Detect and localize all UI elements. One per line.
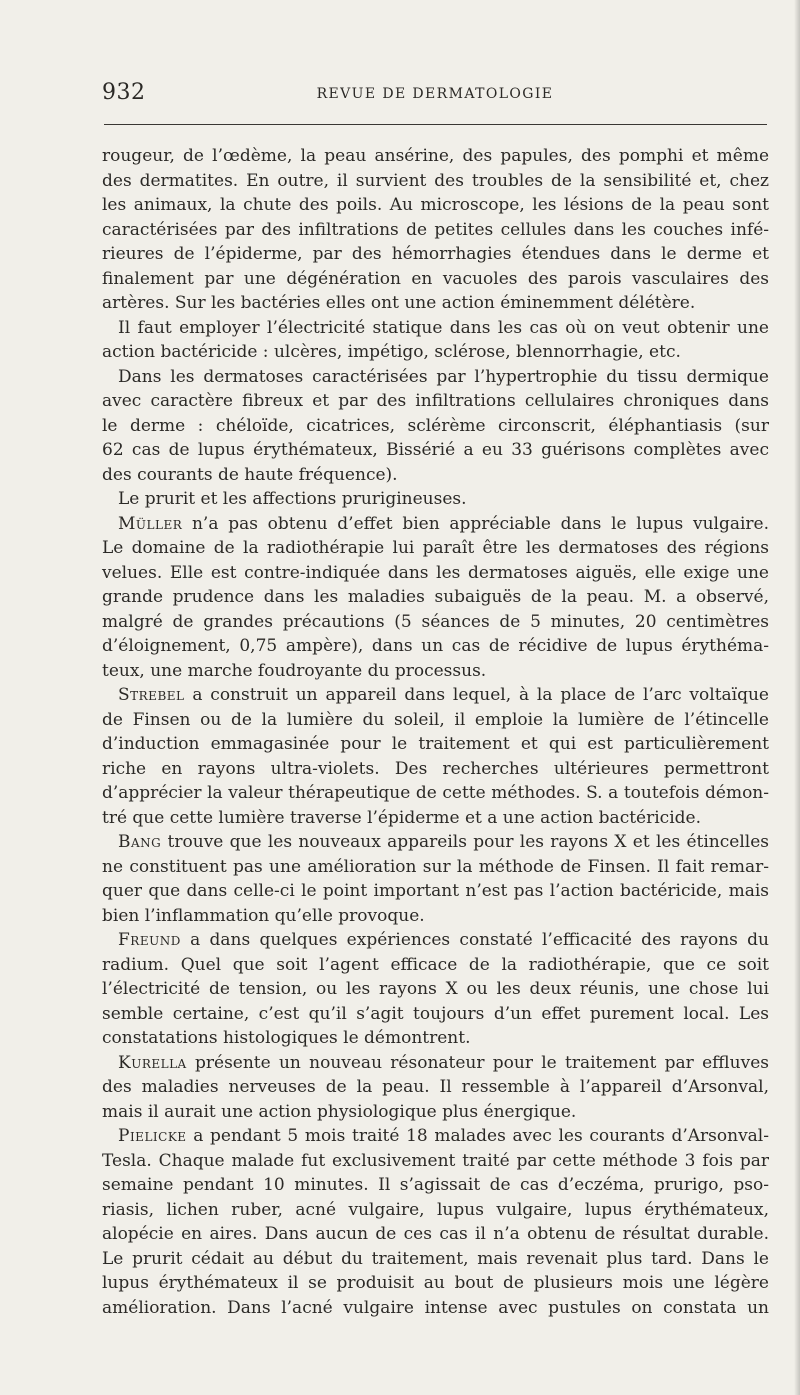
author-name: Freund — [118, 930, 181, 950]
body-text — [102, 144, 769, 1320]
line-text: d’éloignement, 0,75 ampère), dans un cas de récidive de lupus érythéma- — [102, 636, 769, 656]
line-text: teux, une marche foudroyante du processus. — [102, 660, 487, 681]
line-text: le derme : chéloïde, cicatrices, sclérème circonscrit, éléphantiasis (sur — [102, 415, 769, 436]
text-line — [102, 1124, 769, 1149]
line-text: velues. Elle est contre-indiquée dans les dermatoses aiguës, elle exige une — [102, 562, 769, 583]
author-name: Strebel — [118, 685, 185, 705]
line-text: action bactéricide : ulcères, impétigo, sclérose, blennorrhagie, etc. — [102, 342, 681, 362]
text-line — [102, 438, 769, 463]
text-line — [102, 1173, 769, 1198]
author-name: Müller — [118, 513, 183, 534]
text-line — [102, 1075, 769, 1100]
line-text: 62 cas de lupus érythémateux, Bissérié a eu 33 guérisons complètes avec — [102, 440, 769, 460]
text-line — [102, 169, 769, 194]
text-line — [102, 512, 769, 537]
text-line — [102, 904, 769, 929]
page-header — [102, 80, 768, 110]
text-line — [102, 610, 769, 635]
text-line — [102, 659, 769, 684]
text-line — [102, 708, 769, 733]
text-line — [102, 1247, 769, 1272]
line-text: riasis, lichen ruber, acné vulgaire, lupus vulgaire, lupus érythémateux, — [102, 1199, 769, 1220]
text-line — [102, 1026, 769, 1051]
text-line — [102, 1271, 769, 1296]
line-text: des dermatites. En outre, il survient des troubles de la sensibilité et, chez — [102, 170, 769, 191]
author-name: Pielicke — [118, 1126, 187, 1146]
line-text: d’induction emmagasinée pour le traitement et qui est particulièrement — [102, 734, 769, 754]
text-line — [102, 953, 769, 978]
line-text: Le prurit et les affections prurigineuses. — [118, 489, 467, 509]
line-text: tré que cette lumière traverse l’épiderme et a une action bactéricide. — [102, 807, 701, 828]
text-line — [102, 757, 769, 782]
text-line — [102, 561, 769, 586]
page-edge-shadow — [794, 0, 800, 1395]
line-text: lupus érythémateux il se produisit au bout de plusieurs mois une légère — [102, 1273, 769, 1293]
text-line — [102, 389, 769, 414]
text-line — [102, 928, 769, 953]
text-line — [102, 1002, 769, 1027]
text-line — [102, 242, 769, 267]
line-text: des courants de haute fréquence). — [102, 464, 398, 485]
text-line — [102, 732, 769, 757]
text-line — [102, 1198, 769, 1223]
line-text: a dans quelques expériences constaté l’efficacité des rayons du — [180, 930, 769, 950]
text-line — [102, 536, 769, 561]
line-text: amélioration. Dans l’acné vulgaire intense avec pustules on constata un — [102, 1297, 769, 1318]
text-line — [102, 1149, 769, 1174]
line-text: caractérisées par des infiltrations de petites cellules dans les couches infé- — [102, 219, 769, 240]
text-line — [102, 144, 769, 169]
line-text: Le prurit cédait au début du traitement, mais revenait plus tard. Dans le — [102, 1248, 769, 1269]
line-text: quer que dans celle-ci le point important n’est pas l’action bactéricide, mais — [102, 881, 769, 901]
line-text: radium. Quel que soit l’agent efficace de la radiothérapie, que ce soit — [102, 954, 769, 975]
text-line — [102, 291, 769, 316]
line-text: rieures de l’épiderme, par des hémorrhagies étendues dans le derme et — [102, 244, 769, 264]
line-text: Il faut employer l’électricité statique dans les cas où on veut obtenir une — [118, 317, 769, 338]
text-line — [102, 316, 769, 341]
line-text: bien l’inflammation qu’elle provoque. — [102, 905, 425, 926]
text-line — [102, 365, 769, 390]
line-text: trouve que les nouveaux appareils pour les rayons X et les étincelles — [161, 832, 769, 852]
text-line — [102, 781, 769, 806]
line-text: grande prudence dans les maladies subaiguës de la peau. M. a observé, — [102, 587, 769, 607]
text-line — [102, 463, 769, 488]
line-text: mais il aurait une action physiologique plus énergique. — [102, 1101, 577, 1122]
line-text: Dans les dermatoses caractérisées par l’hypertrophie du tissu dermique — [118, 366, 769, 387]
header-rule — [104, 124, 767, 125]
text-line — [102, 487, 769, 512]
text-line — [102, 1100, 769, 1125]
text-line — [102, 977, 769, 1002]
line-text: des maladies nerveuses de la peau. Il ressemble à l’appareil d’Arsonval, — [102, 1077, 769, 1097]
text-line — [102, 267, 769, 292]
text-line — [102, 1222, 769, 1247]
line-text: ne constituent pas une amélioration sur la méthode de Finsen. Il fait remar- — [102, 856, 769, 877]
line-text: a pendant 5 mois traité 18 malades avec les courants d’Arsonval- — [186, 1126, 769, 1146]
text-line — [102, 830, 769, 855]
line-text: semaine pendant 10 minutes. Il s’agissait de cas d’eczéma, prurigo, pso- — [102, 1175, 769, 1195]
line-text: rougeur, de l’œdème, la peau ansérine, des papules, des pomphi et même — [102, 146, 769, 166]
line-text: les animaux, la chute des poils. Au microscope, les lésions de la peau sont — [102, 195, 769, 215]
text-line — [102, 1051, 769, 1076]
text-line — [102, 683, 769, 708]
page-number: 932 — [102, 80, 146, 105]
text-line — [102, 340, 769, 365]
text-line — [102, 634, 769, 659]
line-text: constatations histologiques le démontrent. — [102, 1028, 471, 1048]
line-text: avec caractère fibreux et par des infiltrations cellulaires chroniques dans — [102, 391, 769, 411]
author-name: Kurella — [118, 1052, 187, 1073]
line-text: de Finsen ou de la lumière du soleil, il emploie la lumière de l’étincelle — [102, 709, 769, 730]
line-text: semble certaine, c’est qu’il s’agit toujours d’un effet purement local. Les — [102, 1003, 769, 1024]
line-text: a construit un appareil dans lequel, à la place de l’arc voltaïque — [184, 685, 769, 705]
text-line — [102, 585, 769, 610]
text-line — [102, 806, 769, 831]
running-head: REVUE DE DERMATOLOGIE — [316, 86, 554, 102]
line-text: artères. Sur les bactéries elles ont une action éminemment délétère. — [102, 293, 696, 313]
text-line — [102, 414, 769, 439]
text-line — [102, 1296, 769, 1321]
line-text: présente un nouveau résonateur pour le traitement par effluves — [186, 1052, 769, 1073]
text-line — [102, 855, 769, 880]
text-line — [102, 193, 769, 218]
line-text: Tesla. Chaque malade fut exclusivement traité par cette méthode 3 fois par — [102, 1150, 769, 1171]
line-text: Le domaine de la radiothérapie lui paraît être les dermatoses des régions — [102, 538, 769, 558]
line-text: alopécie en aires. Dans aucun de ces cas il n’a obtenu de résultat durable. — [102, 1224, 769, 1244]
line-text: malgré de grandes précautions (5 séances de 5 minutes, 20 centimètres — [102, 611, 769, 632]
line-text: n’a pas obtenu d’effet bien appréciable dans le lupus vulgaire. — [182, 513, 769, 534]
text-line — [102, 879, 769, 904]
author-name: Bang — [118, 832, 162, 852]
line-text: l’électricité de tension, ou les rayons X ou les deux réunis, une chose lui — [102, 979, 769, 999]
line-text: d’apprécier la valeur thérapeutique de cette méthodes. S. a toutefois démon- — [102, 783, 769, 803]
line-text: finalement par une dégénération en vacuoles des parois vasculaires des — [102, 268, 769, 289]
line-text: riche en rayons ultra-violets. Des recherches ultérieures permettront — [102, 758, 769, 779]
text-line — [102, 218, 769, 243]
